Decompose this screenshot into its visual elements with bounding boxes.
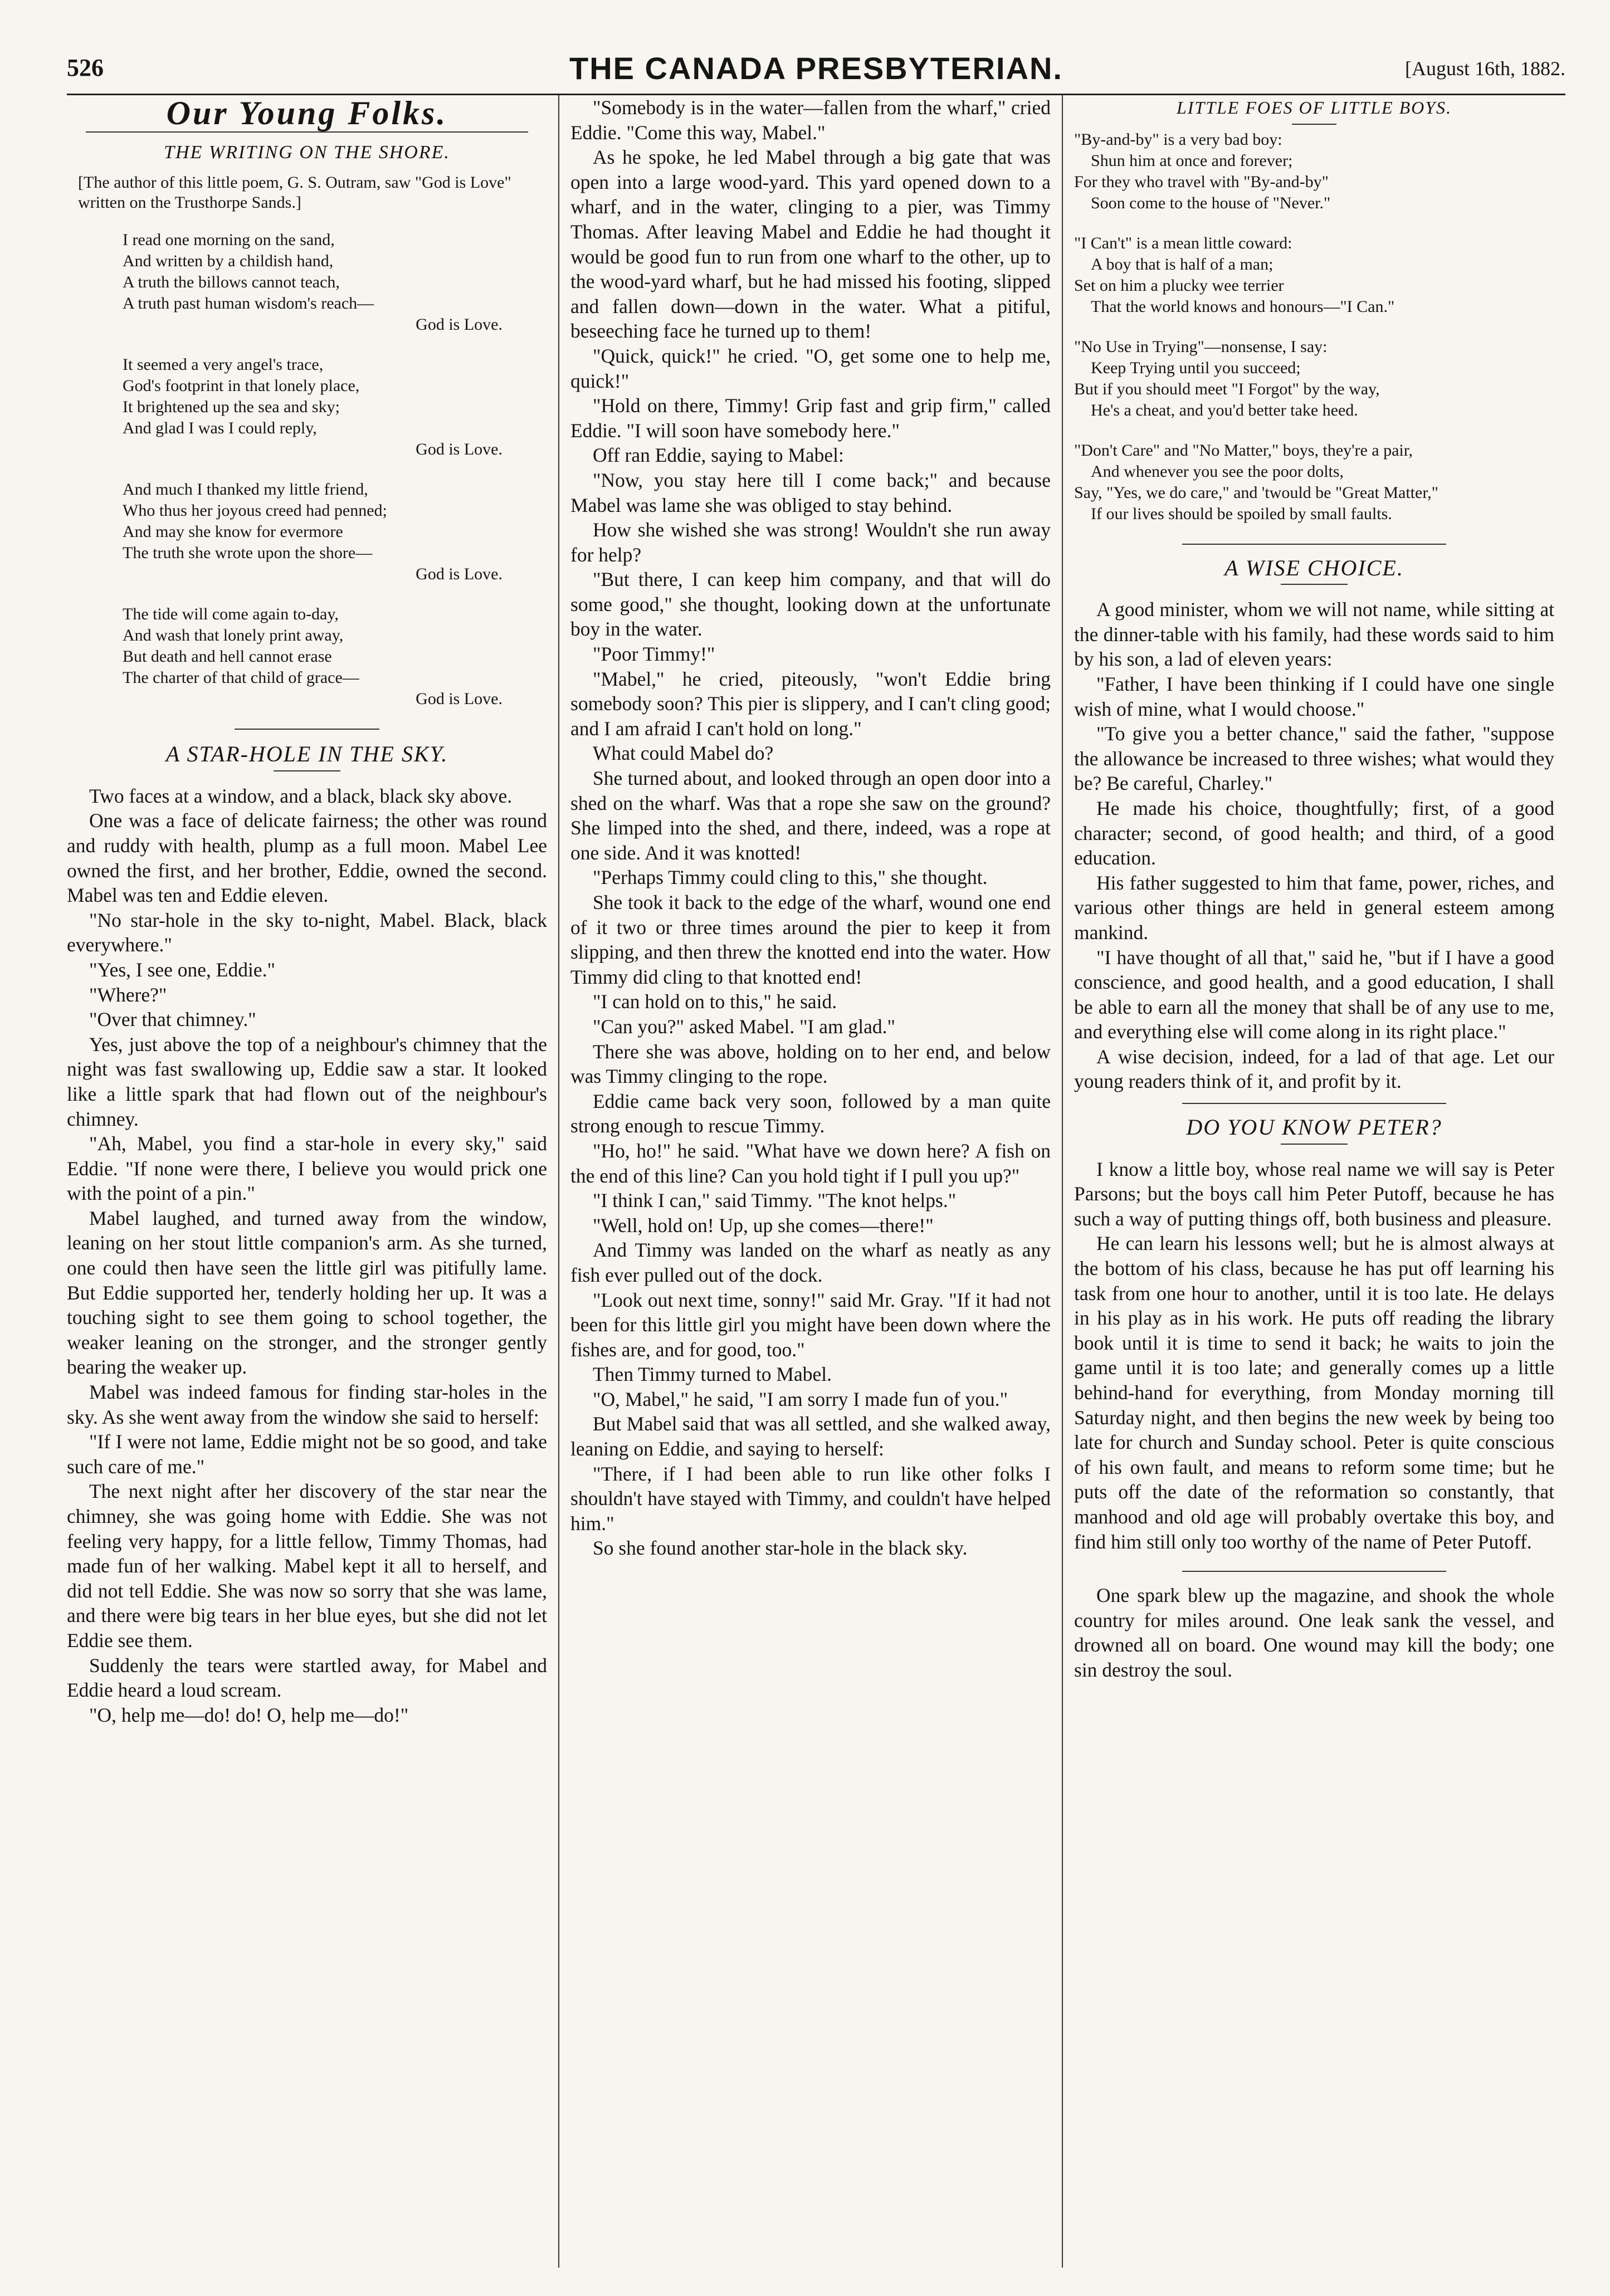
column-1 [67,95,547,1727]
poem-line: A truth past human wisdom's reach— [123,294,374,313]
paragraph: She took it back to the edge of the wharf, wound one end of it two or three times around the pier to keep it from slipping, and then threw the knotted end into the water. How Timmy did cling to that knotted end! [570,891,1051,988]
paragraph: There she was above, holding on to her end, and below was Timmy clinging to the rope. [570,1040,1051,1088]
poem-line: And whenever you see the poor dolts, [1091,462,1344,481]
stanza [1074,336,1554,421]
paragraph: "But there, I can keep him company, and that will do some good," she thought, looking down at the unfortunate boy in the water. [570,568,1051,641]
divider-rule [1182,1571,1446,1572]
wise-choice-text [1074,597,1554,1094]
paragraph: "Look out next time, sonny!" said Mr. Gray. "If it had not been for this little girl you might have been down where the fishes are, and for good, too." [570,1288,1051,1361]
story-text-part1 [67,784,547,1728]
paragraph: And Timmy was landed on the wharf as neatly as any fish ever pulled out of the dock. [570,1239,1051,1286]
paragraph: Mabel was indeed famous for finding star-holes in the sky. As she went away from the window she said to herself: [67,1381,547,1428]
paragraph: "Now, you stay here till I come back;" and because Mabel was lame she was obliged to stay behind. [570,468,1051,516]
poem-note: [The author of this little poem, G. S. Outram, saw "God is Love" written on the Trusthorpe Sands.] [78,173,511,212]
paragraph: "O, Mabel," he said, "I am sorry I made fun of you." [593,1388,1008,1410]
stanza [123,229,547,335]
divider-rule [1182,1103,1446,1104]
stanza [1074,129,1554,214]
paragraph: Off ran Eddie, saying to Mabel: [593,444,844,467]
paragraph: "Yes, I see one, Eddie." [89,958,275,981]
paragraph: I know a little boy, whose real name we will say is Peter Parsons; but the boys call him Peter Putoff, because he has such a way of putting things off, both business and pleasure. [1074,1157,1554,1230]
paragraph: "I have thought of all that," said he, "but if I have a good conscience, and good health, and a good education, I shall be able to earn all the money that shall be of any use to me, and everything else will come along in its right place." [1074,946,1554,1043]
paragraph: "Can you?" asked Mabel. "I am glad." [593,1015,895,1038]
poem-line: The truth she wrote upon the shore— [123,544,373,563]
column-divider [1062,95,1063,2268]
paragraph: "To give you a better chance," said the father, "suppose the allowance be increased to three wishes; what would they be? Be careful, Charley." [1074,722,1554,795]
paragraph: So she found another star-hole in the black sky. [593,1537,968,1560]
paragraph: "Somebody is in the water—fallen from the wharf," cried Eddie. "Come this way, Mabel." [570,96,1051,144]
story-title: A STAR-HOLE IN THE SKY. [165,741,448,767]
poem-line: A boy that is half of a man; [1091,255,1274,273]
poem-line: And wash that lonely print away, [123,626,344,645]
poem-line: Keep Trying until you succeed; [1091,358,1301,377]
spark-paragraph: One spark blew up the magazine, and shook the whole country for miles around. One leak sank the vessel, and drowned all on board. One wound may kill the body; one sin destroy the soul. [1074,1584,1554,1681]
paragraph: One was a face of delicate fairness; the other was round and ruddy with health, plump as a full moon. Mabel Lee owned the first, and her brother, Eddie, owned the second. Mabel was ten and Eddie eleven. [67,809,547,907]
paragraph: "I can hold on to this," he said. [593,990,837,1013]
paragraph: "O, help me—do! do! O, help me—do!" [89,1703,409,1726]
paragraph: "Ho, ho!" he said. "What have we down here? A fish on the end of this line? Can you hold tight if I pull you up?" [570,1139,1051,1187]
paragraph: "If I were not lame, Eddie might not be so good, and take such care of me." [67,1430,547,1478]
paragraph: Mabel laughed, and turned away from the window, leaning on her stout little companion's arm. As she turned, one could then have seen the little girl was pitifully lame. But Eddie supported her, tenderly holding her up. It was a touching sight to see them going to school together, the weaker leaning on the stronger, and the stronger gently bearing the weaker up. [67,1206,547,1379]
paragraph: What could Mabel do? [593,742,774,765]
newspaper-title: THE CANADA PRESBYTERIAN. [569,51,1063,86]
little-foes-poem [1074,129,1554,525]
paragraph: "There, if I had been able to run like other folks I shouldn't have stayed with Timmy, and couldn't have helped him." [570,1462,1051,1535]
paragraph: Eddie came back very soon, followed by a man quite strong enough to rescue Timmy. [570,1090,1051,1137]
divider-rule [235,729,379,730]
paragraph: His father suggested to him that fame, power, riches, and various other things are held in general esteem among mankind. [1074,871,1554,944]
column-divider [558,95,559,2268]
poem-title: THE WRITING ON THE SHORE. [164,141,450,163]
poem-line: He's a cheat, and you'd better take heed. [1091,400,1358,419]
paragraph: Yes, just above the top of a neighbour's chimney that the night was fast swallowing up, Eddie saw a star. It looked like a little spark that had flown out of the neighbour's chimney. [67,1033,547,1130]
poem-line: Set on him a plucky wee terrier [1074,276,1284,295]
paragraph: "Well, hold on! Up, up she comes—there!" [593,1214,934,1237]
issue-date: [August 16th, 1882. [1405,57,1565,80]
poem-line: Who thus her joyous creed had penned; [123,501,387,520]
poem-line: I read one morning on the sand, [123,231,335,250]
paragraph: She turned about, and looked through an open door into a shed on the wharf. Was that a rope she saw on the ground? She limped into the shed, and there, indeed, was a rope at one side. And it was knotted! [570,767,1051,864]
poem-line: Say, "Yes, we do care," and 'twould be "Great Matter," [1074,483,1438,502]
poem-line: "Don't Care" and "No Matter," boys, they're a pair, [1074,441,1413,460]
paragraph: "Over that chimney." [89,1008,256,1031]
paragraph: Two faces at a window, and a black, black sky above. [89,784,513,807]
peter-text [1074,1157,1554,1555]
paragraph: "Hold on there, Timmy! Grip fast and grip firm," called Eddie. "I will soon have somebody here." [570,394,1051,442]
poem-line: Shun him at once and forever; [1091,151,1293,170]
stanza [123,604,547,710]
poem-body [123,229,547,710]
paragraph: "Quick, quick!" he cried. "O, get some one to help me, quick!" [570,344,1051,392]
stanza [1074,233,1554,317]
paragraph: But Mabel said that was all settled, and she walked away, leaning on Eddie, and saying to herself: [570,1413,1051,1460]
divider-rule [1182,544,1446,545]
poem-line: For they who travel with "By-and-by" [1074,172,1329,191]
poem-line: But if you should meet "I Forgot" by the way, [1074,379,1380,398]
title-rule [274,770,340,771]
little-foes-title: LITTLE FOES OF LITTLE BOYS. [1176,97,1452,118]
poem-line: If our lives should be spoiled by small faults. [1091,504,1392,523]
poem-line: "By-and-by" is a very bad boy: [1074,130,1282,149]
stanza [123,354,547,460]
poem-line: The tide will come again to-day, [123,605,339,624]
paragraph: "Ah, Mabel, you find a star-hole in every sky," said Eddie. "If none were there, I believe you would prick one with the point of a pin." [67,1132,547,1205]
wise-choice-title: A WISE CHOICE. [1224,555,1404,580]
paragraph: He can learn his lessons well; but he is almost always at the bottom of his class, because he has put off learning his task from one hour to another, until it is too late. He delays in his play as in his work. He puts off reading the library book until it is time to send it back; he waits to join the game until it is too late; and generally comes up a little behind-hand for everything, from Monday morning till Saturday night, and then begins the new week by being too late for church and Sunday school. Peter is quite conscious of his own fault, and means to reform some time; but he puts off the date of the reformation so constantly, that manhood and old age will probably overtake this boy, and find him still only too worthy of the name of Peter Putoff. [1074,1232,1554,1553]
paragraph: "Mabel," he cried, piteously, "won't Eddie bring somebody soon? This pier is slippery, and I can't cling good; and I am afraid I can't hold on long." [570,667,1051,740]
column-2 [570,95,1051,1561]
paragraph: How she wished she was strong! Wouldn't she run away for help? [570,519,1051,566]
paragraph: A good minister, whom we will not name, while sitting at the dinner-table with his family, had these words said to him by his son, a lad of eleven years: [1074,598,1554,671]
page-number: 526 [67,54,104,81]
poem-line: A truth the billows cannot teach, [123,273,340,292]
poem-line: And written by a childish hand, [123,252,334,271]
section-title: Our Young Folks. [166,95,448,131]
poem-line: And glad I was I could reply, [123,419,317,438]
story-text-part2 [570,95,1051,1561]
paragraph: "Where?" [89,983,167,1006]
poem-line: God is Love. [416,315,502,334]
poem-line: It seemed a very angel's trace, [123,355,324,374]
paragraph: A wise decision, indeed, for a lad of that age. Let our young readers think of it, and profit by it. [1074,1045,1554,1093]
title-rule [1281,1144,1348,1145]
masthead [67,50,1565,89]
column-3 [1074,95,1554,1683]
poem-line: "I Can't" is a mean little coward: [1074,233,1292,252]
poem-line: God is Love. [416,565,502,584]
peter-title: DO YOU KNOW PETER? [1186,1115,1442,1140]
paragraph: "I think I can," said Timmy. "The knot helps." [593,1189,957,1212]
poem-line: God is Love. [416,440,502,459]
paragraph: As he spoke, he led Mabel through a big gate that was open into a large wood-yard. This yard opened down to a wharf, and in the water, clinging to a pier, was Timmy Thomas. After leaving Mabel and Eddie he had thought it would be good fun to run from one wharf to the other, up to the wood-yard wharf, but he had missed his footing, slipped and fallen down—down in the water. What a pitiful, beseeching face he turned up to them! [570,146,1051,343]
poem-line: God is Love. [416,690,502,709]
poem-line: And much I thanked my little friend, [123,480,368,499]
stanza [1074,440,1554,525]
columns [67,95,1565,2268]
poem-line: It brightened up the sea and sky; [123,398,340,417]
paragraph: "Poor Timmy!" [593,643,715,666]
paragraph: Suddenly the tears were startled away, for Mabel and Eddie heard a loud scream. [67,1654,547,1702]
paragraph: "Perhaps Timmy could cling to this," she thought. [593,866,988,889]
paragraph: The next night after her discovery of the star near the chimney, she was going home with Eddie. She was not feeling very happy, for a little fellow, Timmy Thomas, had made fun of her walking. Mabel kept it all to herself, and did not tell Eddie. She was now so sorry that she was lame, and there were big tears in her blue eyes, but she did not let Eddie see them. [67,1480,547,1652]
paragraph: "No star-hole in the sky to-night, Mabel. Black, black everywhere." [67,908,547,956]
poem-line: And may she know for evermore [123,522,343,541]
poem-line: Soon come to the house of "Never." [1091,193,1331,212]
poem-line: That the world knows and honours—"I Can." [1091,297,1395,316]
poem-line: But death and hell cannot erase [123,647,332,666]
title-rule [1281,584,1348,585]
paragraph: Then Timmy turned to Mabel. [593,1363,832,1386]
poem-line: "No Use in Trying"—nonsense, I say: [1074,337,1328,356]
stanza [123,479,547,585]
paragraph: He made his choice, thoughtfully; first, of a good character; second, of good health; and third, of a good education. [1074,797,1554,869]
title-rule [1292,124,1336,125]
paragraph: "Father, I have been thinking if I could have one single wish of mine, what I would choose." [1074,672,1554,720]
poem-line: The charter of that child of grace— [123,668,359,687]
poem-line: God's footprint in that lonely place, [123,377,360,395]
